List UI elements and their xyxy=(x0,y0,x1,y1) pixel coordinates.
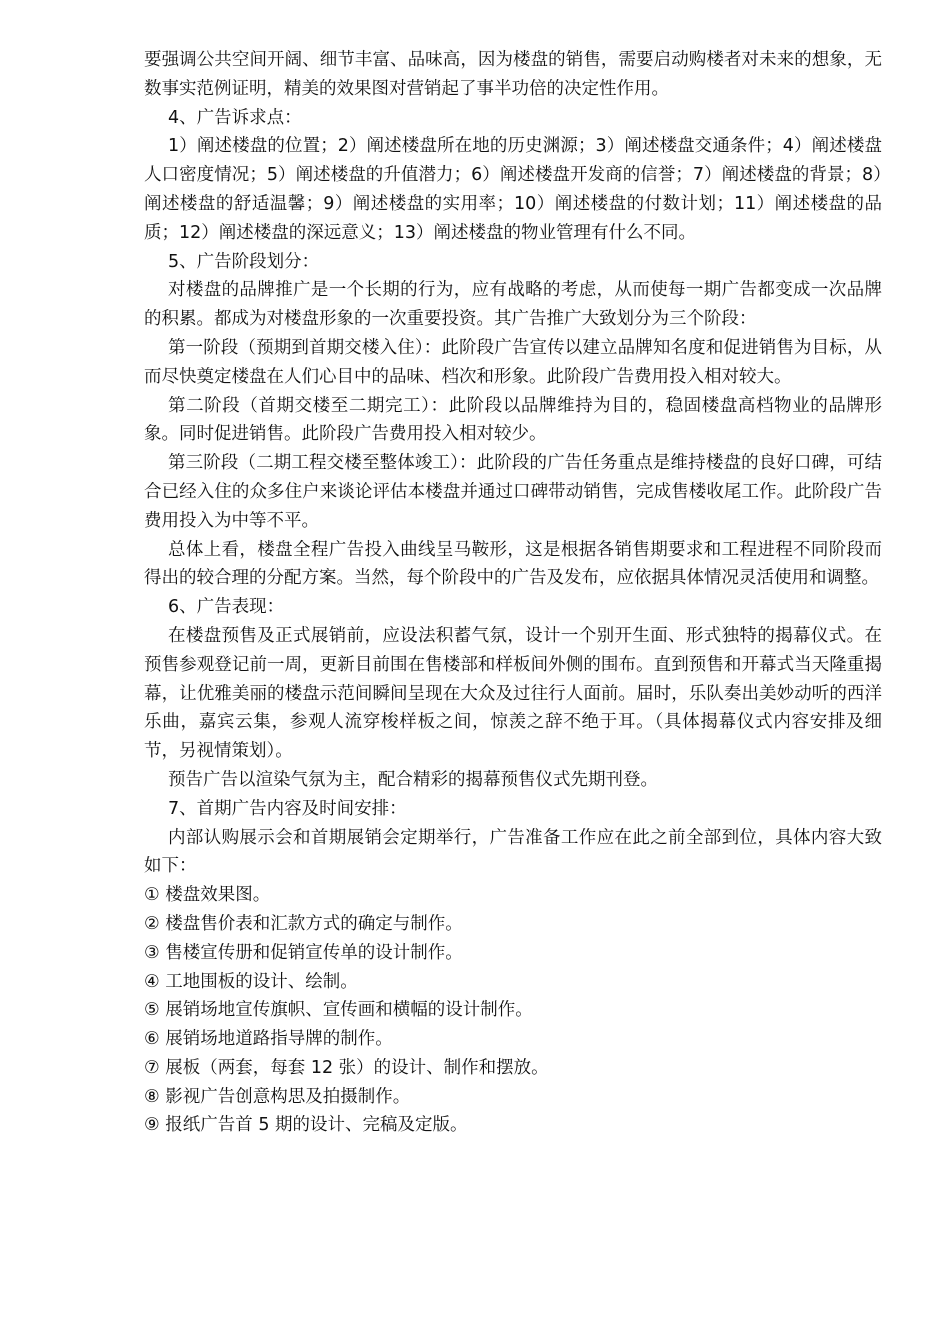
paragraph-stages-intro: 对楼盘的品牌推广是一个长期的行为，应有战略的考虑，从而使每一期广告都变成一次品牌的积累。都成为对楼盘形象的一次重要投资。其广告推广大致划分为三个阶段： xyxy=(144,280,882,330)
list-item: ⑥ 展销场地道路指导牌的制作。 xyxy=(144,1029,393,1050)
paragraph-stage-one: 第一阶段（预期到首期交楼入住）：此阶段广告宣传以建立品牌知名度和促进销售为目标，从而尽快奠定楼盘在人们心目中的品味、档次和形象。此阶段广告费用投入相对较大。 xyxy=(144,337,882,387)
list-item: ① 楼盘效果图。 xyxy=(144,885,271,906)
list-item: ③ 售楼宣传册和促销宣传单的设计制作。 xyxy=(144,942,463,963)
document-body xyxy=(144,46,882,1140)
section-heading-first-phase: 7、首期广告内容及时间安排： xyxy=(168,798,407,819)
list-item: ② 楼盘售价表和汇款方式的确定与制作。 xyxy=(144,913,463,934)
list-item: ⑤ 展销场地宣传旗帜、宣传画和横幅的设计制作。 xyxy=(144,1000,533,1021)
section-heading-stages: 5、广告阶段划分： xyxy=(168,251,320,272)
paragraph-stage-two: 第二阶段（首期交楼至二期完工）：此阶段以品牌维持为目的，稳固楼盘高档物业的品牌形象。同时促进销售。此阶段广告费用投入相对较少。 xyxy=(144,395,882,445)
paragraph-stage-three: 第三阶段（二期工程交楼至整体竣工）：此阶段的广告任务重点是维持楼盘的良好口碑，可结合已经入住的众多住户来谈论评估本楼盘并通过口碑带动销售，完成售楼收尾工作。此阶段广告费用投入为中等不平。 xyxy=(144,453,882,531)
list-item: ⑦ 展板（两套，每套 12 张）的设计、制作和摆放。 xyxy=(144,1057,549,1078)
paragraph-appeal-points: 1）阐述楼盘的位置；2）阐述楼盘所在地的历史渊源；3）阐述楼盘交通条件；4）阐述楼盘人口密度情况；5）阐述楼盘的升值潜力；6）阐述楼盘开发商的信誉；7）阐述楼盘的背景；8）阐述楼盘的舒适温馨；9）阐述楼盘的实用率；10）阐述楼盘的付数计划；11）阐述楼盘的品质；12）阐述楼盘的深远意义；13）阐述楼盘的物业管理有什么不同。 xyxy=(144,136,882,243)
list-item: ⑧ 影视广告创意构思及拍摄制作。 xyxy=(144,1086,411,1107)
section-heading-appeal-points: 4、广告诉求点： xyxy=(168,107,302,128)
paragraph-stages-summary: 总体上看，楼盘全程广告投入曲线呈马鞍形，这是根据各销售期要求和工程进程不同阶段而得出的较合理的分配方案。当然，每个阶段中的广告及发布，应依据具体情况灵活使用和调整。 xyxy=(144,539,882,589)
paragraph-teaser-ads: 预告广告以渲染气氛为主，配合精彩的揭幕预售仪式先期刊登。 xyxy=(168,769,658,790)
section-heading-expression: 6、广告表现： xyxy=(168,597,285,618)
paragraph-first-phase-intro: 内部认购展示会和首期展销会定期举行，广告准备工作应在此之前全部到位，具体内容大致如下： xyxy=(144,827,882,877)
list-item: ⑨ 报纸广告首 5 期的设计、完稿及定版。 xyxy=(144,1115,468,1136)
paragraph-unveiling: 在楼盘预售及正式展销前，应设法积蓄气氛，设计一个别开生面、形式独特的揭幕仪式。在预售参观登记前一周，更新目前围在售楼部和样板间外侧的围布。直到预售和开幕式当天隆重揭幕，让优雅美丽的楼盘示范间瞬间呈现在大众及过往行人面前。届时，乐队奏出美妙动听的西洋乐曲，嘉宾云集，参观人流穿梭样板之间，惊羡之辞不绝于耳。（具体揭幕仪式内容安排及细节，另视情策划）。 xyxy=(144,625,882,762)
list-item: ④ 工地围板的设计、绘制。 xyxy=(144,971,358,992)
paragraph-continuation: 要强调公共空间开阔、细节丰富、品味高，因为楼盘的销售，需要启动购楼者对未来的想象，无数事实范例证明，精美的效果图对营销起了事半功倍的决定性作用。 xyxy=(144,50,882,99)
